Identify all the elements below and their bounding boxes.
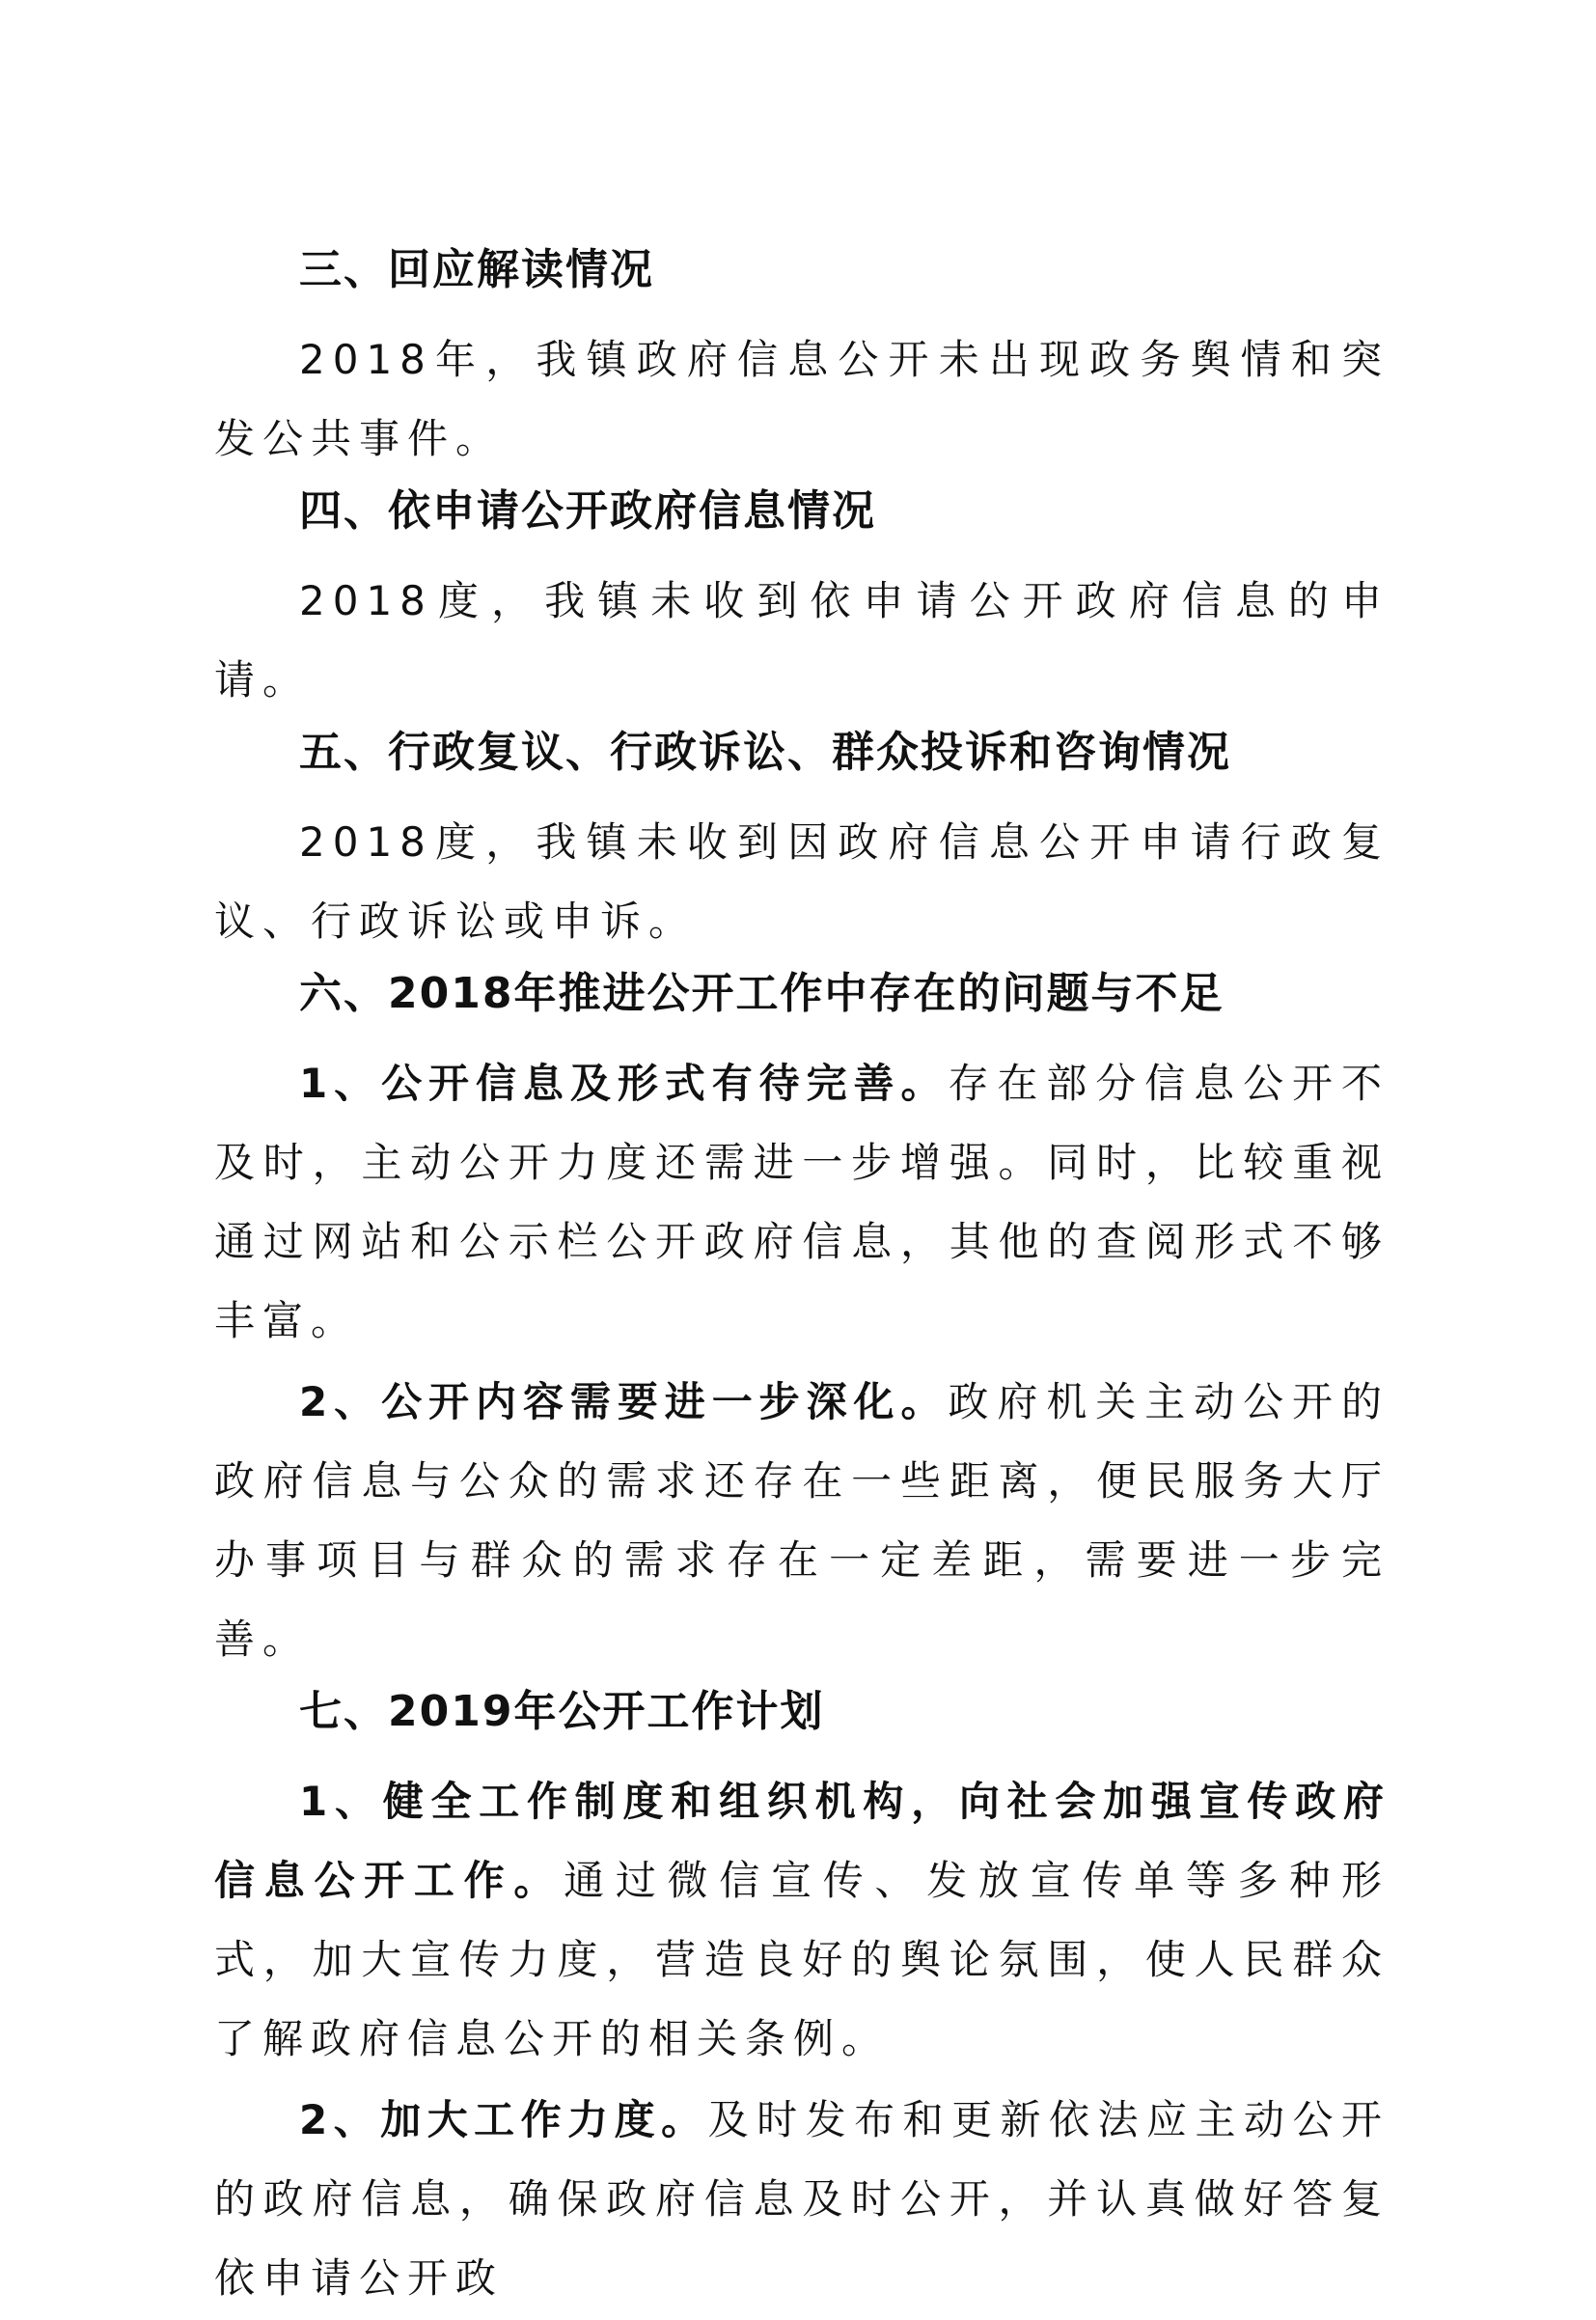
section-heading-plan: 七、2019年公开工作计划 bbox=[299, 1687, 825, 1736]
paragraph-problem-2 bbox=[214, 1363, 1390, 1679]
paragraph-lead: 1、公开信息及形式有待完善。 bbox=[299, 1060, 949, 1107]
paragraph-text: 存在部分信息公开不及时，主动公开力度还需进一步增强。同时，比较重视通过网站和公示栏公开政府信息，其他的查阅形式不够丰富。 bbox=[214, 1060, 1390, 1344]
paragraph-text: 通过微信宣传、发放宣传单等多种形式，加大宣传力度，营造良好的舆论氛围，使人民群众了解政府信息公开的相关条例。 bbox=[214, 1857, 1390, 2062]
paragraph-plan-2 bbox=[214, 2081, 1390, 2318]
paragraph-lead: 1、健全工作制度和组织机构，向社会加强宣传政府信息公开工作。 bbox=[214, 1778, 1390, 1904]
paragraph-review bbox=[214, 803, 1390, 961]
paragraph-response bbox=[214, 320, 1390, 479]
document-body bbox=[214, 239, 1390, 2320]
section-heading-problems: 六、2018年推进公开工作中存在的问题与不足 bbox=[299, 969, 1225, 1018]
section-heading-review: 五、行政复议、行政诉讼、群众投诉和咨询情况 bbox=[299, 728, 1231, 777]
paragraph-application bbox=[214, 562, 1390, 720]
paragraph-text: 2018度，我镇未收到因政府信息公开申请行政复议、行政诉讼或申诉。 bbox=[214, 818, 1390, 945]
section-heading-response: 三、回应解读情况 bbox=[299, 245, 654, 294]
paragraph-text: 2018度，我镇未收到依申请公开政府信息的申请。 bbox=[214, 577, 1390, 704]
section-heading-application: 四、依申请公开政府信息情况 bbox=[299, 486, 876, 536]
paragraph-plan-1 bbox=[214, 1762, 1390, 2079]
paragraph-lead: 2、公开内容需要进一步深化。 bbox=[299, 1378, 949, 1425]
paragraph-text: 2018年，我镇政府信息公开未出现政务舆情和突发公共事件。 bbox=[214, 336, 1390, 462]
paragraph-text: 政府机关主动公开的政府信息与公众的需求还存在一些距离，便民服务大厅办事项目与群众的需求存在一定差距，需要进一步完善。 bbox=[214, 1378, 1390, 1663]
paragraph-problem-1 bbox=[214, 1044, 1390, 1361]
paragraph-lead: 2、加大工作力度。 bbox=[299, 2096, 708, 2143]
paragraph-text: 及时发布和更新依法应主动公开的政府信息，确保政府信息及时公开，并认真做好答复依申请公开政 bbox=[214, 2096, 1390, 2302]
